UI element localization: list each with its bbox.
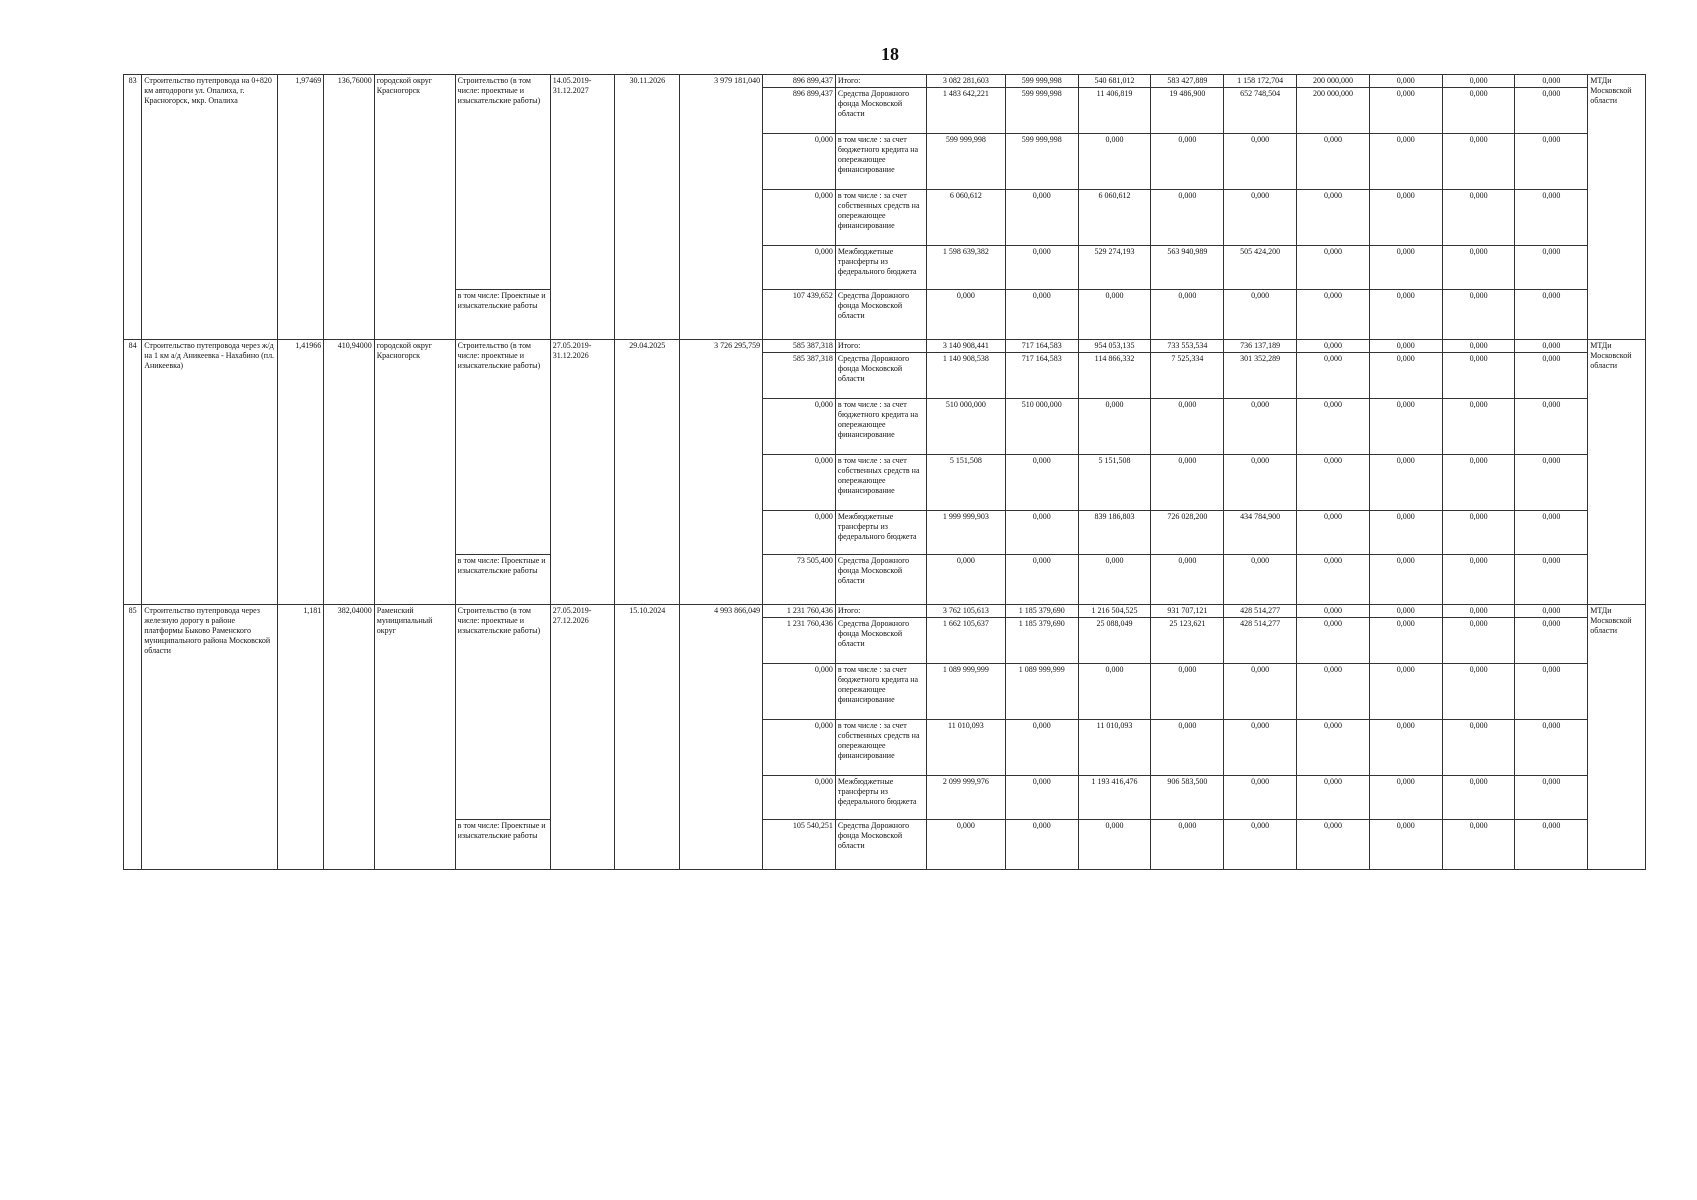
- total-cost: 3 979 181,040: [680, 75, 763, 340]
- amount-cell: 0,000: [1442, 618, 1515, 664]
- amount-cell: 0,000: [1224, 455, 1297, 511]
- amount-cell: 510 000,000: [926, 399, 1005, 455]
- amount-cell: 0,000: [1297, 776, 1370, 820]
- amount-cell: 0,000: [1078, 134, 1151, 190]
- amount-cell: 505 424,200: [1224, 246, 1297, 290]
- amount-cell: 0,000: [1442, 720, 1515, 776]
- amount-cell: 0,000: [1224, 290, 1297, 340]
- funding-source: Итого:: [835, 340, 926, 353]
- amount-cell: 0,000: [1224, 399, 1297, 455]
- amount-cell: 0,000: [1005, 455, 1078, 511]
- amount-cell: 0,000: [1369, 776, 1442, 820]
- amount-cell: 11 010,093: [1078, 720, 1151, 776]
- amount-cell: 0,000: [1369, 511, 1442, 555]
- amount-cell: 0,000: [1369, 88, 1442, 134]
- amount-cell: 599 999,998: [1005, 88, 1078, 134]
- amount-cell: 0,000: [1224, 820, 1297, 870]
- amount-cell: 1 598 639,382: [926, 246, 1005, 290]
- amount-cell: 0,000: [1151, 190, 1224, 246]
- total-cost: 3 726 295,759: [680, 340, 763, 605]
- prior-financing: 0,000: [763, 511, 836, 555]
- work-type-sub: в том числе: Проектные и изыскательские работы: [455, 820, 550, 870]
- amount-cell: 0,000: [1297, 720, 1370, 776]
- amount-cell: 954 053,135: [1078, 340, 1151, 353]
- amount-cell: 0,000: [1369, 555, 1442, 605]
- municipality: городской округ Красногорск: [374, 75, 455, 340]
- amount-cell: 200 000,000: [1297, 88, 1370, 134]
- amount-cell: 0,000: [1005, 246, 1078, 290]
- financing-table: [123, 74, 1646, 870]
- amount-cell: 0,000: [1442, 340, 1515, 353]
- amount-cell: 1 089 999,999: [1005, 664, 1078, 720]
- amount-cell: 0,000: [1515, 134, 1588, 190]
- amount-cell: 0,000: [1297, 618, 1370, 664]
- amount-cell: 434 784,900: [1224, 511, 1297, 555]
- funding-source: Средства Дорожного фонда Московской области: [835, 88, 926, 134]
- amount-cell: 0,000: [1005, 720, 1078, 776]
- amount-cell: 0,000: [1297, 190, 1370, 246]
- row-number: 85: [124, 605, 142, 870]
- table-row: [124, 605, 1646, 618]
- funding-source: в том числе : за счет бюджетного кредита на опережающее финансирование: [835, 399, 926, 455]
- amount-cell: 0,000: [1151, 455, 1224, 511]
- amount-cell: 0,000: [1442, 820, 1515, 870]
- amount-cell: 1 216 504,525: [1078, 605, 1151, 618]
- amount-cell: 0,000: [1369, 720, 1442, 776]
- amount-cell: 0,000: [1369, 340, 1442, 353]
- amount-cell: 1 185 379,690: [1005, 618, 1078, 664]
- amount-cell: 0,000: [926, 290, 1005, 340]
- amount-cell: 0,000: [1224, 134, 1297, 190]
- funding-source: Итого:: [835, 605, 926, 618]
- prior-financing: 73 505,400: [763, 555, 836, 605]
- funding-source: в том числе : за счет бюджетного кредита на опережающее финансирование: [835, 664, 926, 720]
- amount-cell: 1 662 105,637: [926, 618, 1005, 664]
- amount-cell: 0,000: [1369, 353, 1442, 399]
- amount-cell: 736 137,189: [1224, 340, 1297, 353]
- amount-cell: 0,000: [1224, 720, 1297, 776]
- amount-cell: 0,000: [926, 555, 1005, 605]
- period: 27.05.2019-31.12.2026: [550, 340, 615, 605]
- amount-cell: 0,000: [1515, 776, 1588, 820]
- amount-cell: 1 185 379,690: [1005, 605, 1078, 618]
- amount-cell: 0,000: [1151, 555, 1224, 605]
- amount-cell: 0,000: [1515, 555, 1588, 605]
- amount-cell: 726 028,200: [1151, 511, 1224, 555]
- amount-cell: 0,000: [1297, 455, 1370, 511]
- amount-cell: 0,000: [1297, 134, 1370, 190]
- period: 27.05.2019-27.12.2026: [550, 605, 615, 870]
- municipality: Раменский муниципальный округ: [374, 605, 455, 870]
- amount-cell: 0,000: [1515, 455, 1588, 511]
- amount-cell: 0,000: [1515, 664, 1588, 720]
- amount-cell: 0,000: [1442, 399, 1515, 455]
- amount-cell: 3 082 281,603: [926, 75, 1005, 88]
- page-number: 18: [881, 44, 899, 64]
- amount-cell: 0,000: [1515, 820, 1588, 870]
- amount-cell: 0,000: [1442, 134, 1515, 190]
- object-length: 1,41966: [277, 340, 324, 605]
- amount-cell: 0,000: [1515, 605, 1588, 618]
- funding-source: Итого:: [835, 75, 926, 88]
- amount-cell: 0,000: [1442, 605, 1515, 618]
- amount-cell: 0,000: [1297, 555, 1370, 605]
- period: 14.05.2019-31.12.2027: [550, 75, 615, 340]
- prior-financing: 585 387,318: [763, 353, 836, 399]
- amount-cell: 0,000: [1005, 290, 1078, 340]
- amount-cell: 0,000: [1151, 664, 1224, 720]
- amount-cell: 1 140 908,538: [926, 353, 1005, 399]
- amount-cell: 931 707,121: [1151, 605, 1224, 618]
- amount-cell: 0,000: [1369, 605, 1442, 618]
- amount-cell: 25 088,049: [1078, 618, 1151, 664]
- prior-financing: 896 899,437: [763, 75, 836, 88]
- object-length: 1,97469: [277, 75, 324, 340]
- amount-cell: 0,000: [1297, 246, 1370, 290]
- amount-cell: 0,000: [1442, 664, 1515, 720]
- prior-financing: 0,000: [763, 246, 836, 290]
- amount-cell: 583 427,889: [1151, 75, 1224, 88]
- total-cost: 4 993 866,049: [680, 605, 763, 870]
- amount-cell: 1 089 999,999: [926, 664, 1005, 720]
- end-date: 15.10.2024: [615, 605, 680, 870]
- object-length: 1,181: [277, 605, 324, 870]
- amount-cell: 0,000: [1369, 664, 1442, 720]
- amount-cell: 11 406,819: [1078, 88, 1151, 134]
- amount-cell: 0,000: [1369, 246, 1442, 290]
- prior-financing: 0,000: [763, 664, 836, 720]
- executor: МТДи Московской области: [1588, 605, 1646, 870]
- amount-cell: 0,000: [1297, 340, 1370, 353]
- prior-financing: 0,000: [763, 134, 836, 190]
- amount-cell: 906 583,500: [1151, 776, 1224, 820]
- prior-financing: 1 231 760,436: [763, 618, 836, 664]
- amount-cell: 0,000: [1369, 190, 1442, 246]
- amount-cell: 733 553,534: [1151, 340, 1224, 353]
- amount-cell: 717 164,583: [1005, 353, 1078, 399]
- amount-cell: 563 940,989: [1151, 246, 1224, 290]
- amount-cell: 0,000: [1005, 555, 1078, 605]
- amount-cell: 599 999,998: [926, 134, 1005, 190]
- amount-cell: 0,000: [1515, 290, 1588, 340]
- amount-cell: 0,000: [1224, 664, 1297, 720]
- amount-cell: 1 483 642,221: [926, 88, 1005, 134]
- object-area: 382,04000: [324, 605, 375, 870]
- amount-cell: 0,000: [1442, 555, 1515, 605]
- funding-source: Средства Дорожного фонда Московской области: [835, 618, 926, 664]
- object-name: Строительство путепровода на 0+820 км автодороги ул. Опалиха, г. Красногорск, мкр. Опалиха: [142, 75, 278, 340]
- amount-cell: 599 999,998: [1005, 75, 1078, 88]
- funding-source: Средства Дорожного фонда Московской области: [835, 290, 926, 340]
- funding-source: в том числе : за счет бюджетного кредита на опережающее финансирование: [835, 134, 926, 190]
- amount-cell: 19 486,900: [1151, 88, 1224, 134]
- amount-cell: 0,000: [1005, 776, 1078, 820]
- work-type-sub: в том числе: Проектные и изыскательские работы: [455, 555, 550, 605]
- amount-cell: 0,000: [1078, 664, 1151, 720]
- amount-cell: 0,000: [1297, 399, 1370, 455]
- amount-cell: 717 164,583: [1005, 340, 1078, 353]
- work-type: Строительство (в том числе: проектные и изыскательские работы): [455, 75, 550, 290]
- amount-cell: 0,000: [1297, 290, 1370, 340]
- amount-cell: 0,000: [1442, 190, 1515, 246]
- amount-cell: 6 060,612: [1078, 190, 1151, 246]
- funding-source: Межбюджетные трансферты из федерального бюджета: [835, 246, 926, 290]
- amount-cell: 652 748,504: [1224, 88, 1297, 134]
- amount-cell: 0,000: [1224, 190, 1297, 246]
- amount-cell: 0,000: [1297, 605, 1370, 618]
- prior-financing: 0,000: [763, 399, 836, 455]
- amount-cell: 1 158 172,704: [1224, 75, 1297, 88]
- executor: МТДи Московской области: [1588, 340, 1646, 605]
- amount-cell: 0,000: [1005, 511, 1078, 555]
- prior-financing: 105 540,251: [763, 820, 836, 870]
- prior-financing: 1 231 760,436: [763, 605, 836, 618]
- amount-cell: 0,000: [1515, 88, 1588, 134]
- amount-cell: 6 060,612: [926, 190, 1005, 246]
- amount-cell: 0,000: [1369, 290, 1442, 340]
- amount-cell: 301 352,289: [1224, 353, 1297, 399]
- amount-cell: 0,000: [1442, 75, 1515, 88]
- amount-cell: 1 193 416,476: [1078, 776, 1151, 820]
- amount-cell: 0,000: [1369, 455, 1442, 511]
- amount-cell: 599 999,998: [1005, 134, 1078, 190]
- amount-cell: 529 274,193: [1078, 246, 1151, 290]
- amount-cell: 0,000: [1442, 290, 1515, 340]
- amount-cell: 0,000: [1297, 511, 1370, 555]
- funding-source: в том числе : за счет собственных средств на опережающее финансирование: [835, 190, 926, 246]
- amount-cell: 0,000: [1224, 776, 1297, 820]
- prior-financing: 0,000: [763, 720, 836, 776]
- amount-cell: 0,000: [1151, 720, 1224, 776]
- amount-cell: 0,000: [926, 820, 1005, 870]
- amount-cell: 510 000,000: [1005, 399, 1078, 455]
- amount-cell: 0,000: [1078, 290, 1151, 340]
- prior-financing: 107 439,652: [763, 290, 836, 340]
- amount-cell: 0,000: [1078, 820, 1151, 870]
- amount-cell: 0,000: [1442, 511, 1515, 555]
- amount-cell: 0,000: [1151, 134, 1224, 190]
- funding-source: Средства Дорожного фонда Московской области: [835, 555, 926, 605]
- funding-source: Межбюджетные трансферты из федерального бюджета: [835, 511, 926, 555]
- amount-cell: 0,000: [1151, 820, 1224, 870]
- end-date: 29.04.2025: [615, 340, 680, 605]
- amount-cell: 0,000: [1005, 820, 1078, 870]
- amount-cell: 0,000: [1369, 820, 1442, 870]
- funding-source: в том числе : за счет собственных средств на опережающее финансирование: [835, 720, 926, 776]
- amount-cell: 540 681,012: [1078, 75, 1151, 88]
- amount-cell: 0,000: [1442, 776, 1515, 820]
- amount-cell: 0,000: [1369, 618, 1442, 664]
- funding-source: в том числе : за счет собственных средств на опережающее финансирование: [835, 455, 926, 511]
- amount-cell: 3 762 105,613: [926, 605, 1005, 618]
- amount-cell: 200 000,000: [1297, 75, 1370, 88]
- amount-cell: 114 866,332: [1078, 353, 1151, 399]
- amount-cell: 428 514,277: [1224, 618, 1297, 664]
- amount-cell: 25 123,621: [1151, 618, 1224, 664]
- object-area: 410,94000: [324, 340, 375, 605]
- table-row: [124, 75, 1646, 88]
- amount-cell: 0,000: [1515, 75, 1588, 88]
- prior-financing: 0,000: [763, 190, 836, 246]
- amount-cell: 0,000: [1515, 399, 1588, 455]
- amount-cell: 0,000: [1515, 340, 1588, 353]
- end-date: 30.11.2026: [615, 75, 680, 340]
- amount-cell: 7 525,334: [1151, 353, 1224, 399]
- amount-cell: 0,000: [1515, 720, 1588, 776]
- amount-cell: 11 010,093: [926, 720, 1005, 776]
- prior-financing: 0,000: [763, 776, 836, 820]
- object-name: Строительство путепровода через ж/д на 1 км а/д Аникеевка - Нахабино (пл. Аникеевка): [142, 340, 278, 605]
- amount-cell: 0,000: [1078, 555, 1151, 605]
- amount-cell: 0,000: [1151, 399, 1224, 455]
- row-number: 84: [124, 340, 142, 605]
- executor: МТДи Московской области: [1588, 75, 1646, 340]
- amount-cell: 0,000: [1224, 555, 1297, 605]
- amount-cell: 0,000: [1369, 399, 1442, 455]
- amount-cell: 839 186,803: [1078, 511, 1151, 555]
- object-name: Строительство путепровода через железную дорогу в районе платформы Быково Раменского муниципального района Московской области: [142, 605, 278, 870]
- amount-cell: 0,000: [1442, 88, 1515, 134]
- amount-cell: 0,000: [1078, 399, 1151, 455]
- amount-cell: 0,000: [1369, 75, 1442, 88]
- object-area: 136,76000: [324, 75, 375, 340]
- funding-source: Средства Дорожного фонда Московской области: [835, 353, 926, 399]
- amount-cell: 0,000: [1515, 246, 1588, 290]
- funding-source: Средства Дорожного фонда Московской области: [835, 820, 926, 870]
- amount-cell: 0,000: [1515, 511, 1588, 555]
- amount-cell: 0,000: [1297, 820, 1370, 870]
- work-type-sub: в том числе: Проектные и изыскательские работы: [455, 290, 550, 340]
- amount-cell: 3 140 908,441: [926, 340, 1005, 353]
- table-row: [124, 340, 1646, 353]
- amount-cell: 0,000: [1442, 353, 1515, 399]
- amount-cell: 0,000: [1297, 664, 1370, 720]
- amount-cell: 0,000: [1515, 190, 1588, 246]
- amount-cell: 1 999 999,903: [926, 511, 1005, 555]
- municipality: городской округ Красногорск: [374, 340, 455, 605]
- amount-cell: 0,000: [1442, 455, 1515, 511]
- amount-cell: 2 099 999,976: [926, 776, 1005, 820]
- amount-cell: 5 151,508: [1078, 455, 1151, 511]
- amount-cell: 0,000: [1515, 353, 1588, 399]
- prior-financing: 585 387,318: [763, 340, 836, 353]
- amount-cell: 0,000: [1515, 618, 1588, 664]
- work-type: Строительство (в том числе: проектные и изыскательские работы): [455, 605, 550, 820]
- amount-cell: 0,000: [1297, 353, 1370, 399]
- amount-cell: 0,000: [1442, 246, 1515, 290]
- amount-cell: 0,000: [1151, 290, 1224, 340]
- prior-financing: 896 899,437: [763, 88, 836, 134]
- amount-cell: 428 514,277: [1224, 605, 1297, 618]
- amount-cell: 0,000: [1369, 134, 1442, 190]
- prior-financing: 0,000: [763, 455, 836, 511]
- work-type: Строительство (в том числе: проектные и изыскательские работы): [455, 340, 550, 555]
- amount-cell: 5 151,508: [926, 455, 1005, 511]
- row-number: 83: [124, 75, 142, 340]
- funding-source: Межбюджетные трансферты из федерального бюджета: [835, 776, 926, 820]
- amount-cell: 0,000: [1005, 190, 1078, 246]
